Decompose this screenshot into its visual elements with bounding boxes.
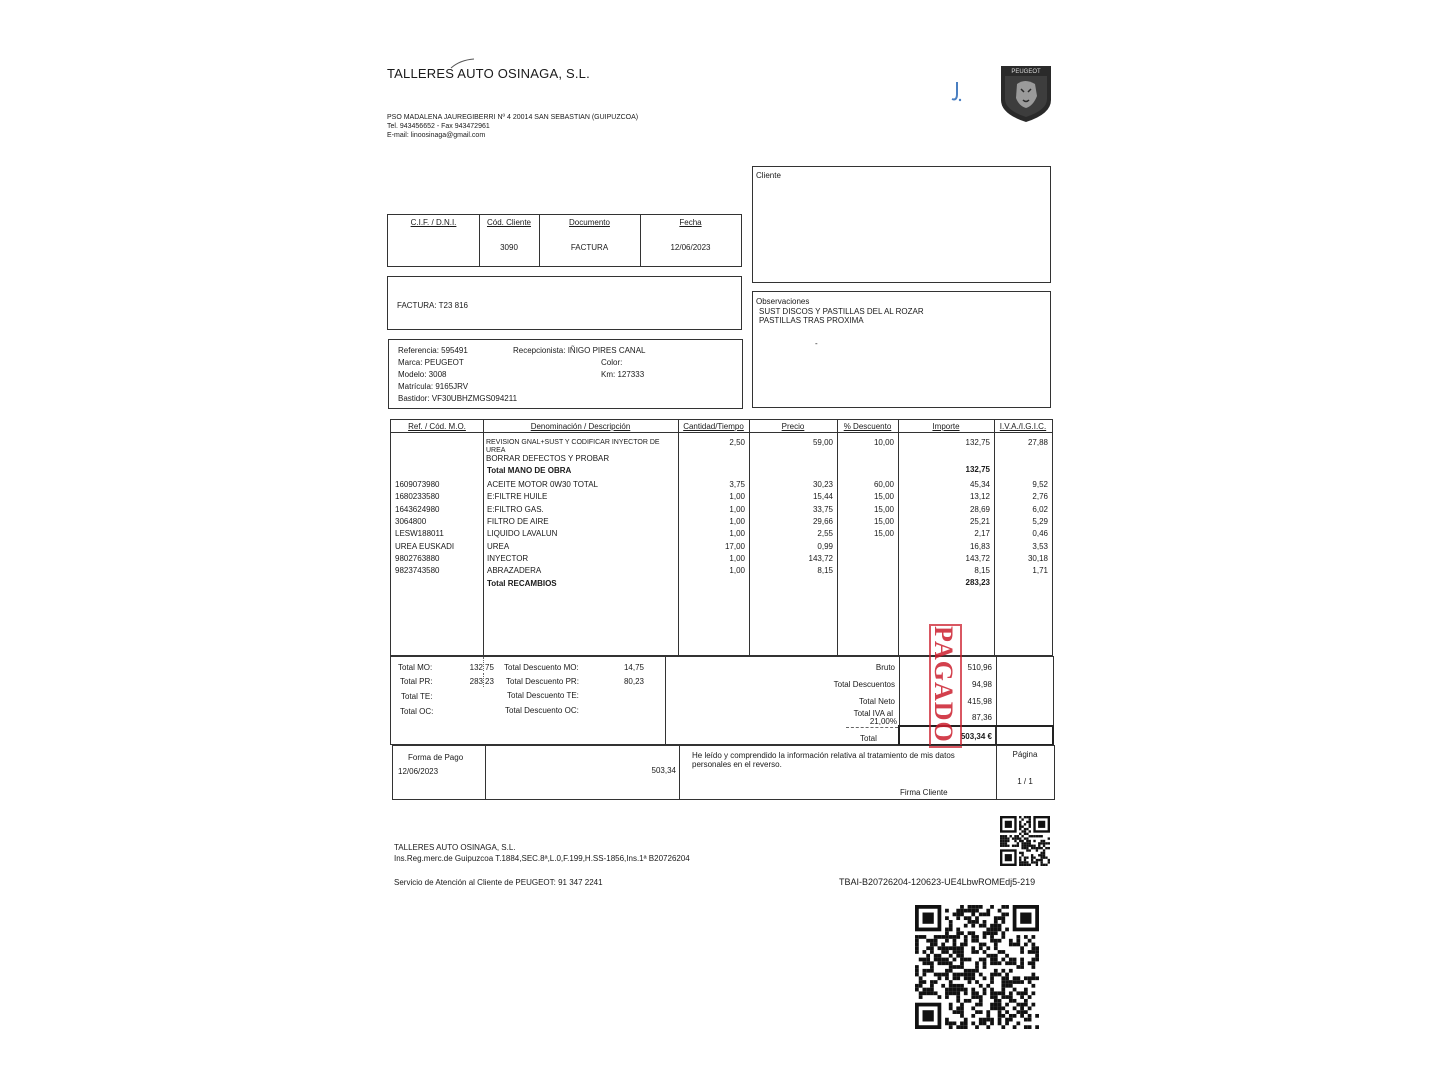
bruto-label: Bruto [875, 663, 895, 672]
modelo: Modelo: 3008 [398, 370, 447, 379]
mo-iva: 27,88 [1027, 438, 1048, 447]
total-iva-value: 87,36 [971, 713, 992, 722]
privacy-notice-2: personales en el reverso. [692, 760, 782, 769]
total-recambios-value: 283,23 [965, 578, 990, 587]
qr-code-small [1000, 816, 1050, 866]
col-qty: Cantidad/Tiempo [683, 422, 744, 431]
row-price: 2,55 [817, 529, 833, 539]
total-value: 503,34 € [960, 732, 992, 741]
row-disc: 15,00 [873, 504, 894, 514]
company-name: TALLERES AUTO OSINAGA, S.L. [387, 66, 590, 81]
row-ref: 3064800 [395, 516, 427, 526]
row-qty: 1,00 [729, 553, 745, 563]
row-imp: 28,69 [969, 504, 990, 514]
total-desc-oc-label: Total Descuento OC: [505, 706, 579, 715]
fecha-label: Fecha [679, 218, 702, 227]
forma-pago-label: Forma de Pago [408, 753, 464, 762]
stamp-frame [929, 624, 962, 748]
mo-importe: 132,75 [965, 438, 990, 447]
row-price: 8,15 [817, 566, 833, 576]
total-value-box [898, 725, 1054, 746]
col-disc: % Descuento [843, 422, 892, 431]
row-price: 33,75 [812, 504, 833, 514]
row-imp: 25,21 [969, 516, 990, 526]
cif-label: C.I.F. / D.N.I. [410, 218, 457, 227]
firma-cliente-label: Firma Cliente [900, 788, 948, 797]
col-ref: Ref. / Cód. M.O. [408, 422, 466, 431]
cliente-box [752, 166, 1051, 283]
total-desc-mo-value: 14,75 [623, 663, 644, 672]
color: Color: [601, 358, 623, 367]
row-desc: FILTRO DE AIRE [487, 516, 549, 526]
vehicle-box [388, 339, 743, 409]
totals-left-box [390, 656, 666, 745]
total-desc-pr-value: 80,23 [623, 677, 644, 686]
cod-cliente-value: 3090 [500, 243, 518, 252]
row-qty: 17,00 [724, 541, 745, 551]
row-ref: 1643624980 [395, 504, 440, 514]
factura-number: FACTURA: T23 816 [397, 301, 468, 310]
row-iva: 1,71 [1032, 566, 1048, 576]
total-desc-mo-label: Total Descuento MO: [504, 663, 579, 672]
total-mo-label: Total MANO DE OBRA [487, 466, 572, 475]
row-imp: 8,15 [974, 566, 990, 576]
row-disc: 15,00 [873, 529, 894, 539]
observaciones-mark: - [815, 339, 818, 348]
row-ref: LESW188011 [395, 529, 444, 539]
observaciones-line-2: PASTILLAS TRAS PROXIMA [759, 316, 864, 325]
pagina-value: 1 / 1 [1017, 777, 1033, 786]
recepcionista: Recepcionista: IÑIGO PIRES CANAL [513, 346, 646, 355]
row-qty: 1,00 [729, 529, 745, 539]
bastidor: Bastidor: VF30UBHZMGS094211 [398, 394, 518, 403]
mo-desc-1: REVISION GNAL+SUST Y CODIFICAR INYECTOR DE [486, 439, 660, 446]
total-neto-value: 415,98 [967, 697, 992, 706]
ink-mark [948, 80, 964, 106]
row-desc: ABRAZADERA [487, 566, 542, 576]
row-imp: 13,12 [969, 492, 990, 502]
footer-company: TALLERES AUTO OSINAGA, S.L. [394, 843, 516, 852]
factura-box [387, 276, 742, 330]
mo-qty: 2,50 [729, 438, 745, 447]
row-ref: 1609073980 [395, 480, 440, 489]
marca: Marca: PEUGEOT [398, 358, 464, 367]
row-iva: 9,52 [1032, 480, 1048, 489]
total-descuentos-value: 94,98 [971, 680, 992, 689]
pagina-label: Página [1012, 750, 1038, 759]
row-desc: ACEITE MOTOR 0W30 TOTAL [487, 480, 598, 489]
row-imp: 16,83 [969, 541, 990, 551]
row-desc: E:FILTRO GAS. [487, 504, 544, 514]
row-iva: 0,46 [1032, 529, 1048, 539]
forma-pago-date: 12/06/2023 [398, 767, 439, 776]
mo-disc: 10,00 [873, 438, 894, 447]
cliente-label: Cliente [756, 171, 781, 180]
total-pr-label: Total PR: [400, 677, 433, 686]
forma-pago-amount: 503,34 [651, 766, 676, 775]
company-address: PSO MADALENA JAUREGIBERRI Nº 4 20014 SAN SEBASTIAN (GUIPUZCOA) [387, 114, 639, 121]
pen-mark [450, 58, 475, 70]
footer-service: Servicio de Atención al Cliente de PEUGEOT: 91 347 2241 [394, 878, 603, 887]
col-importe: Importe [932, 422, 960, 431]
total-neto-label: Total Neto [858, 697, 895, 706]
total-mo-value: 132,75 [965, 465, 990, 474]
row-ref: 9823743580 [395, 566, 440, 576]
mo-price: 59,00 [812, 438, 833, 447]
invoice-header-box [387, 214, 742, 267]
row-desc: E:FILTRE HUILE [487, 492, 548, 502]
row-qty: 1,00 [729, 492, 745, 502]
row-qty: 1,00 [729, 504, 745, 514]
row-qty: 1,00 [729, 566, 745, 576]
row-ref: UREA EUSKADI [395, 541, 455, 551]
total-desc-te-label: Total Descuento TE: [507, 691, 579, 700]
col-desc: Denominación / Descripción [530, 422, 631, 431]
row-iva: 5,29 [1032, 516, 1048, 526]
tbai-code: TBAI-B20726204-120623-UE4LbwROMEdj5-219 [839, 877, 1036, 887]
cod-cliente-label: Cód. Cliente [486, 218, 532, 227]
row-ref: 9802763880 [395, 553, 440, 563]
row-qty: 1,00 [729, 516, 745, 526]
row-price: 143,72 [808, 553, 833, 563]
observaciones-label: Observaciones [756, 297, 810, 306]
total-label: Total [860, 734, 877, 743]
row-iva: 6,02 [1032, 504, 1048, 514]
total-te-label: Total TE: [401, 692, 433, 701]
row-price: 15,44 [812, 492, 833, 502]
total-pr-b: 23 [485, 677, 494, 686]
row-price: 0,99 [817, 541, 833, 551]
row-disc: 60,00 [873, 480, 894, 489]
total-mo-sum-a: 132 [469, 663, 483, 672]
total-oc-label: Total OC: [400, 707, 434, 716]
row-imp: 45,34 [969, 480, 990, 489]
mo-desc-3: BORRAR DEFECTOS Y PROBAR [486, 454, 610, 463]
total-descuentos-label: Total Descuentos [833, 680, 895, 689]
payment-box [392, 745, 1055, 800]
privacy-notice-1: He leído y comprendido la información relativa al tratamiento de mis datos [692, 751, 955, 760]
total-pr-a: 283 [469, 677, 483, 686]
mo-desc-2: UREA [486, 447, 506, 454]
row-desc: LIQUIDO LAVALUN [487, 529, 558, 539]
col-iva: I.V.A./I.G.I.C. [999, 422, 1047, 431]
total-mo-sum-label: Total MO: [398, 663, 433, 672]
referencia: Referencia: 595491 [398, 346, 468, 355]
observaciones-line-1: SUST DISCOS Y PASTILLAS DEL AL ROZAR [759, 307, 924, 316]
row-disc: 15,00 [873, 516, 894, 526]
bruto-value: 510,96 [967, 663, 992, 672]
row-imp: 2,17 [974, 529, 990, 539]
row-price: 30,23 [812, 480, 833, 489]
total-iva-label-2: 21,00% [869, 717, 897, 726]
tbai-qr-code [915, 905, 1039, 1029]
logo-wordmark: PEUGEOT [1011, 69, 1041, 75]
row-imp: 143,72 [965, 553, 990, 563]
matricula: Matrícula: 9165JRV [398, 382, 469, 391]
company-email: E-mail: linoosinaga@gmail.com [387, 132, 486, 139]
row-iva: 2,76 [1032, 492, 1048, 502]
km: Km: 127333 [601, 370, 645, 379]
total-recambios-label: Total RECAMBIOS [487, 579, 557, 588]
peugeot-logo [997, 62, 1055, 124]
row-price: 29,66 [812, 516, 833, 526]
line-items-table [390, 419, 1053, 656]
documento-value: FACTURA [570, 243, 609, 252]
fecha-value: 12/06/2023 [670, 243, 711, 252]
company-phone: Tel. 943456652 - Fax 943472961 [387, 123, 490, 130]
footer-registry: Ins.Reg.merc.de Guipuzcoa T.1884,SEC.8ª,L.0,F.199,H.SS-1856,Ins.1ª B20726204 [394, 854, 690, 863]
row-desc: UREA [487, 541, 510, 551]
observaciones-box [752, 291, 1051, 408]
row-qty: 3,75 [729, 480, 745, 489]
row-iva: 3,53 [1032, 541, 1048, 551]
row-desc: INYECTOR [487, 553, 529, 563]
documento-label: Documento [569, 218, 610, 227]
total-iva-label-1: Total IVA al [853, 709, 893, 718]
col-price: Precio [781, 422, 805, 431]
total-desc-pr-label: Total Descuento PR: [506, 677, 579, 686]
pagado-stamp: PAGADO [929, 626, 958, 743]
row-ref: 1680233580 [395, 492, 440, 502]
total-mo-sum-b: 75 [485, 663, 494, 672]
row-disc: 15,00 [873, 492, 894, 502]
row-iva: 30,18 [1027, 553, 1048, 563]
